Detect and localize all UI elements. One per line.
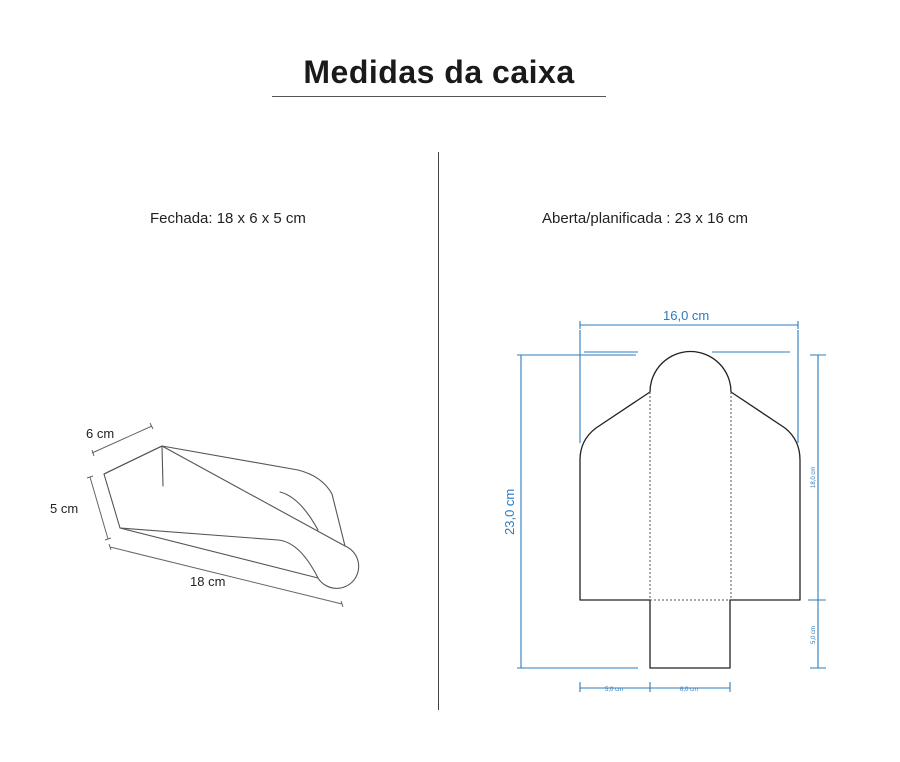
open-box-caption: Aberta/planificada : 23 x 16 cm xyxy=(542,210,748,227)
dim-label-height: 5 cm xyxy=(50,501,79,516)
dim-line-left-vertical xyxy=(517,355,638,668)
dim-label-total-width: 16,0 cm xyxy=(663,308,710,323)
dim-ext-right xyxy=(712,330,798,443)
dim-label-left-offset: 5,0 cm xyxy=(605,687,624,693)
dim-label-width: 6 cm xyxy=(86,426,115,441)
dim-line-bottom xyxy=(580,682,730,692)
dim-label-tab-height: 5,0 cm xyxy=(811,625,817,644)
pattern-outline xyxy=(580,352,800,669)
page-title: Medidas da caixa xyxy=(303,54,575,90)
dim-label-body-height: 18,0 cm xyxy=(811,466,817,488)
closed-box-caption: Fechada: 18 x 6 x 5 cm xyxy=(150,210,306,227)
dim-label-length: 18 cm xyxy=(190,574,226,589)
dim-line-right-vertical xyxy=(808,355,826,668)
dim-ext-left xyxy=(580,330,638,443)
dim-label-tab-width: 6,0 cm xyxy=(680,687,699,693)
dim-label-total-height: 23,0 cm xyxy=(502,488,517,535)
